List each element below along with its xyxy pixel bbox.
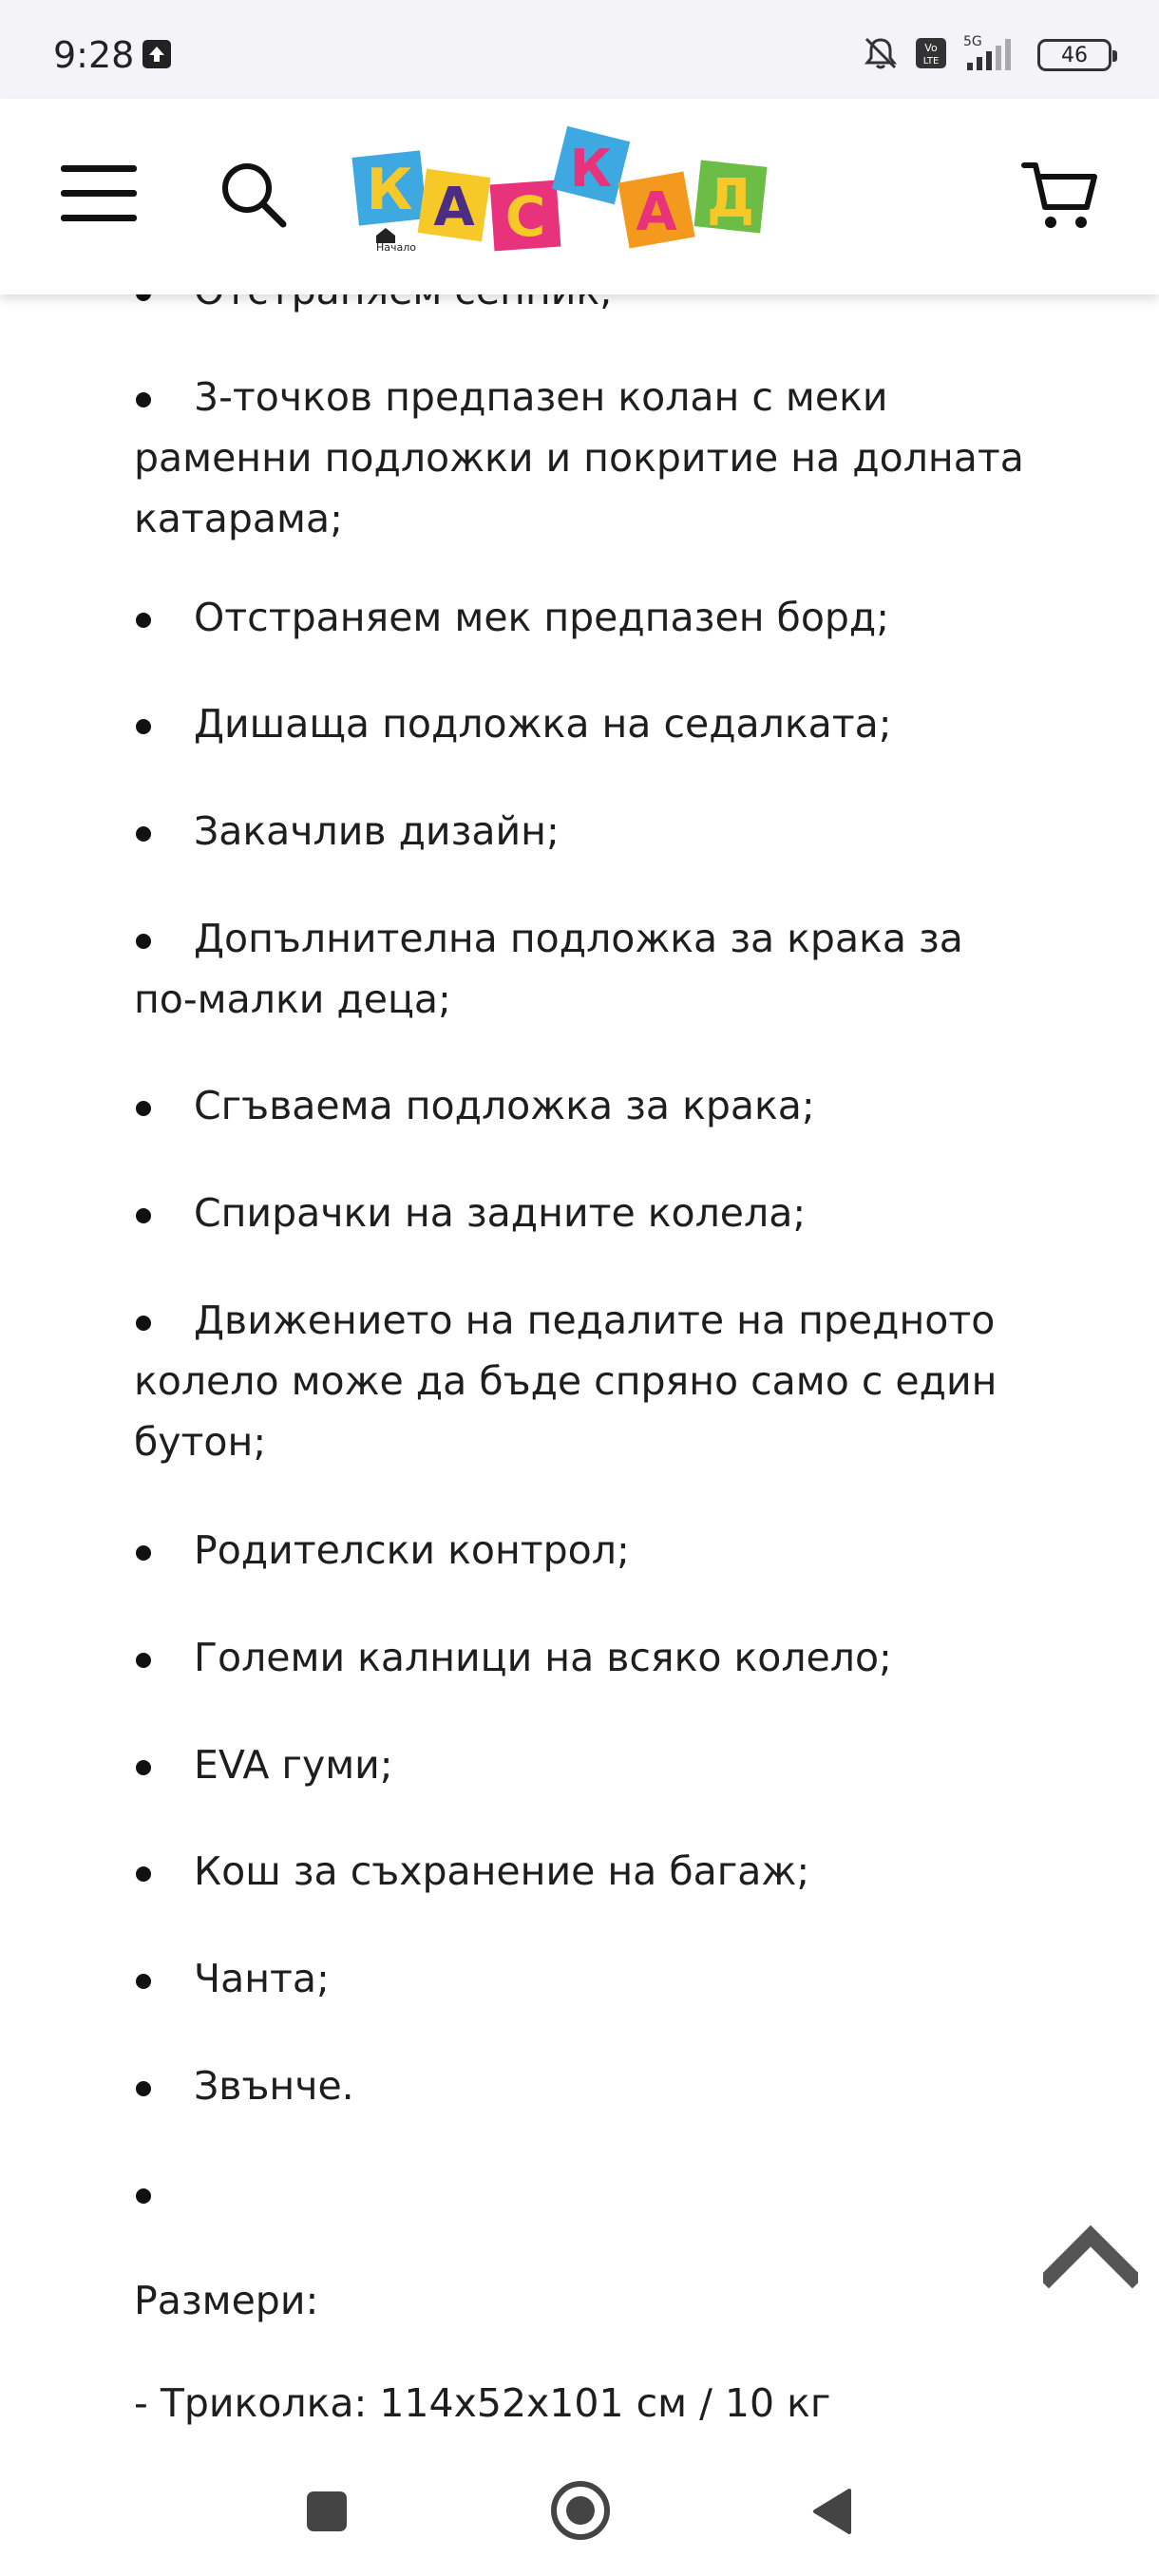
signal-icon [961,34,1024,76]
cart-button[interactable] [1020,158,1100,234]
volte-icon [914,36,948,74]
list-item: Чанта; [134,1948,1036,2009]
logo-tile-6 [694,161,768,234]
list-item: Родителски контрол; [134,1520,1036,1581]
status-bar [0,0,1159,99]
site-header [0,99,1159,294]
list-item: Движението на педалите на предното колело може да бъде спряно само с един бутон; [134,1290,1036,1472]
logo-letter: К [366,157,413,223]
list-item: Сгъваема подложка за крака; [134,1075,1036,1136]
scroll-to-top-button[interactable] [1043,2223,1138,2289]
cart-icon [1020,158,1100,234]
list-item: Допълнителна подложка за крака за по-малки деца; [134,908,1036,1030]
list-item: Дишаща подложка на седалката; [134,693,1036,754]
product-description [0,266,1159,2441]
triangle-back-icon [811,2487,853,2536]
hamburger-icon-line [61,190,137,197]
list-item: EVA гуми; [134,1734,1036,1795]
battery-indicator: 46 [1037,39,1112,71]
back-button[interactable] [811,2487,853,2536]
list-item [134,2163,1036,2224]
menu-button[interactable] [61,161,137,224]
list-item: Звънче. [134,2055,1036,2116]
dimensions-heading: Размери: [134,2278,319,2323]
status-icons [861,34,1112,76]
site-logo[interactable] [350,125,796,268]
logo-tile-5 [618,171,694,248]
dimensions-line: - Триколка: 114x52x101 см / 10 кг [134,2380,831,2426]
list-item: Отстраняем мек предпазен борд; [134,587,1036,648]
upload-icon [142,40,171,68]
logo-letter: С [504,184,546,249]
list-item: Големи калници на всяко колело; [134,1627,1036,1688]
logo-tile-3 [490,180,561,252]
list-item: 3-точков предпазен колан с меки раменни подложки и покритие на долната катарама; [134,367,1036,549]
list-item: Закачлив дизайн; [134,801,1036,862]
recent-apps-button[interactable] [307,2491,347,2531]
logo-tile-4 [552,126,630,204]
list-item: Кош за съхранение на багаж; [134,1841,1036,1902]
svg-text:Vo: Vo [924,42,938,54]
logo-letter: А [636,181,677,243]
search-button[interactable] [218,160,289,230]
logo-letter: К [569,139,613,199]
svg-text:5G: 5G [963,34,982,49]
svg-text:LTE: LTE [922,56,940,66]
hamburger-icon-line [61,215,137,221]
home-button[interactable] [551,2481,610,2540]
status-time: 9:28 [53,34,135,76]
logo-caption: Начало [376,241,417,254]
hamburger-icon-line [61,165,137,172]
logo-tile-2 [418,169,491,242]
bell-muted-icon [861,33,901,77]
list-item: Спирачки на задните колела; [134,1183,1036,1243]
logo-letter: А [433,177,475,238]
logo-tile-1 [352,150,427,225]
chevron-up-icon [1043,2223,1138,2289]
logo-letter: Д [707,168,754,230]
search-icon [218,160,289,230]
